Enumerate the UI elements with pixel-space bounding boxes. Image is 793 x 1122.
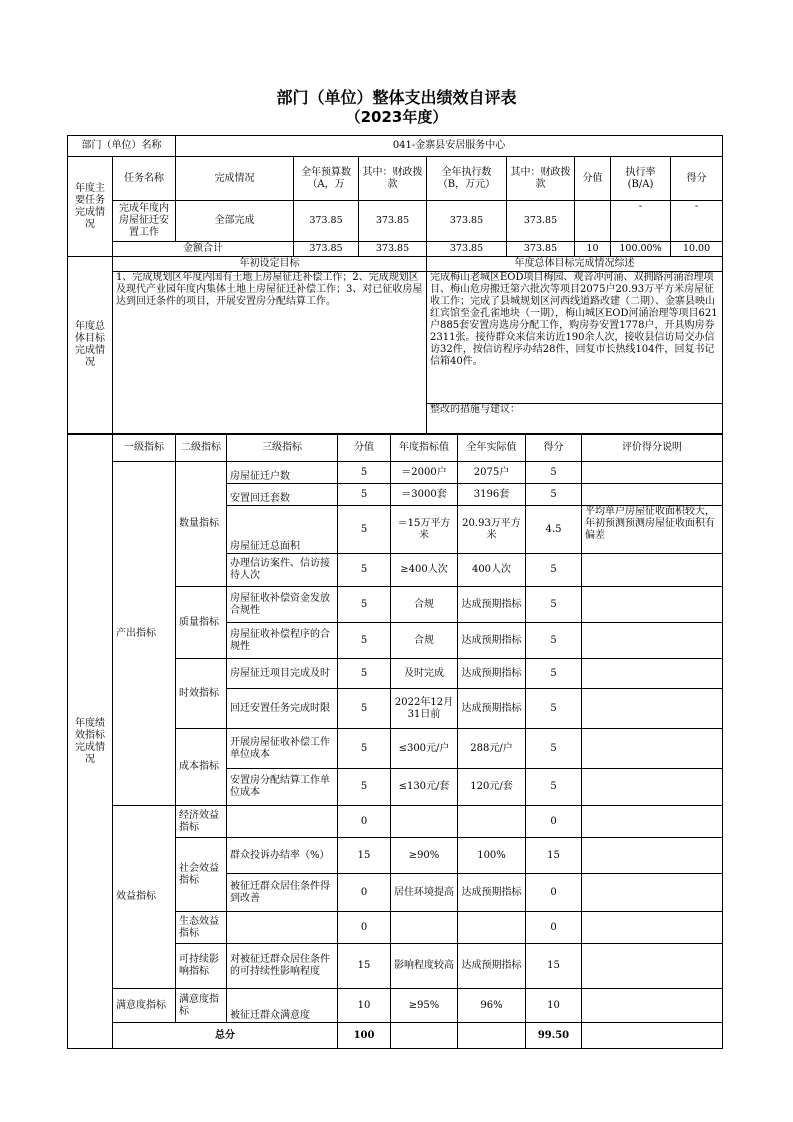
row-points: 5 (526, 462, 582, 484)
row-note (582, 806, 723, 838)
l3-item (227, 806, 338, 838)
row-points: 5 (526, 729, 582, 769)
row-points: 0 (526, 806, 582, 838)
dept-name-label: 部门（单位）名称 (68, 136, 176, 157)
row-score: 5 (338, 462, 391, 484)
perf-col-target: 年度指标值 (391, 435, 458, 462)
row-target: 居住环境提高 (391, 874, 458, 912)
row-note (582, 689, 723, 729)
row-note (582, 554, 723, 587)
l3-item: 房屋征迁项目完成及时 (227, 659, 338, 689)
table-row (68, 989, 723, 1023)
row-score: 15 (338, 944, 391, 989)
l3-item: 回迁安置任务完成时限 (227, 689, 338, 729)
perf-col-points: 得分 (526, 435, 582, 462)
row-actual (458, 806, 526, 838)
row-actual: 288元/户 (458, 729, 526, 769)
row-actual: 96% (458, 989, 526, 1023)
l3-item: 开展房屋征收补偿工作单位成本 (227, 729, 338, 769)
row-points: 15 (526, 944, 582, 989)
l3-item: 被征迁群众居住条件得到改善 (227, 874, 338, 912)
task-col-exec-total: 全年执行数（B，万元） (427, 157, 507, 201)
row-target: ≤300元/户 (391, 729, 458, 769)
total-exec-fiscal: 373.85 (507, 242, 575, 257)
row-score: 10 (338, 989, 391, 1023)
row-points: 5 (526, 769, 582, 806)
row-points: 10 (526, 989, 582, 1023)
row-target: 2022年12月31日前 (391, 689, 458, 729)
total-label: 金额合计 (113, 242, 294, 257)
l3-item: 房屋征迁户数 (227, 462, 338, 484)
row-score: 5 (338, 506, 391, 554)
goals-initial-text: 1、完成规划区年度内国有土地上房屋征迁补偿工作；2、完成规划区及现代产业园年度内集体土地上房屋征迁补偿工作；3、对已征收房屋达到回迁条件的项目，开展安置房分配结算工作。 (113, 272, 427, 434)
l2-timeliness: 时效指标 (176, 659, 227, 729)
task-col-exec-fiscal: 其中：财政拨款 (507, 157, 575, 201)
task-budget-fiscal: 373.85 (359, 201, 427, 242)
goals-summary-text: 完成梅山老城区EOD项目梅园、观音冲河涌、双拥路河涌治理项目、梅山危房搬迁第六批次等项目2075户20.93万平方米房屋征收工作；完成了县城规划区河西线道路改建（二期）、金寨县映山红宾馆至金孔雀地块（一期），梅山城区EOD河涌治理等项目621户885套安置房选房分配工作，购房券安置1778户，开具购房券2311张。接待群众来信来访近190余人次，接收县信访局交办信访32件，按信访程序办结28件，回复市长热线104件，回复书记信箱40件。 (427, 272, 723, 404)
row-score: 5 (338, 554, 391, 587)
row-score: 5 (338, 484, 391, 506)
table-row (68, 806, 723, 838)
row-target: ＝3000套 (391, 484, 458, 506)
l2-cost: 成本指标 (176, 729, 227, 806)
row-note (582, 729, 723, 769)
row-score: 0 (338, 874, 391, 912)
row-note (582, 462, 723, 484)
perf-col-l2: 二级指标 (176, 435, 227, 462)
row-note (582, 874, 723, 912)
row-points: 5 (526, 659, 582, 689)
row-target: ≤130元/套 (391, 769, 458, 806)
l2-ecological: 生态效益指标 (176, 912, 227, 944)
row-target: 及时完成 (391, 659, 458, 689)
row-target: ＝15万平方米 (391, 506, 458, 554)
task-name: 完成年度内房屋征迁安置工作 (113, 201, 176, 242)
row-points: 5 (526, 689, 582, 729)
l3-item: 房屋征收补偿资金发放合规性 (227, 587, 338, 623)
perf-table (67, 434, 723, 1049)
row-target (391, 912, 458, 944)
row-target: ≥400人次 (391, 554, 458, 587)
l3-item: 办理信访案件、信访接待人次 (227, 554, 338, 587)
total-score: 10 (575, 242, 611, 257)
row-actual: 120元/套 (458, 769, 526, 806)
perf-section-label: 年度绩效指标完成情况 (68, 435, 113, 1049)
task-exec-total: 373.85 (427, 201, 507, 242)
l1-satisfaction: 满意度指标 (113, 989, 176, 1023)
perf-col-note: 评价得分说明 (582, 435, 723, 462)
l3-item: 群众投诉办结率（%） (227, 838, 338, 874)
row-note (582, 989, 723, 1023)
row-points: 5 (526, 587, 582, 623)
total-exec-total: 373.85 (427, 242, 507, 257)
l1-benefit: 效益指标 (113, 806, 176, 989)
row-actual (458, 912, 526, 944)
l1-output: 产出指标 (113, 462, 176, 806)
row-score: 5 (338, 623, 391, 659)
total-score-label: 总分 (113, 1023, 338, 1049)
row-score: 5 (338, 769, 391, 806)
task-col-rate: 执行率(B/A) (611, 157, 671, 201)
row-target: 合规 (391, 623, 458, 659)
row-note (582, 944, 723, 989)
l2-satisfaction: 满意度指标 (176, 989, 227, 1023)
row-note (582, 623, 723, 659)
row-note (582, 838, 723, 874)
row-actual: 达成预期指标 (458, 587, 526, 623)
row-actual: 达成预期指标 (458, 874, 526, 912)
task-col-budget-fiscal: 其中：财政拨款 (359, 157, 427, 201)
row-actual: 达成预期指标 (458, 689, 526, 729)
perf-col-score: 分值 (338, 435, 391, 462)
goals-section-label: 年度总体目标完成情况 (68, 257, 113, 434)
row-score: 5 (338, 689, 391, 729)
row-actual: 3196套 (458, 484, 526, 506)
l2-quantity: 数量指标 (176, 462, 227, 587)
row-actual: 达成预期指标 (458, 623, 526, 659)
l2-sustainable: 可持续影响指标 (176, 944, 227, 989)
perf-col-l1: 一级指标 (113, 435, 176, 462)
task-exec-fiscal: 373.85 (507, 201, 575, 242)
l3-item (227, 912, 338, 944)
total-rate: 100.00% (611, 242, 671, 257)
row-target: ≥90% (391, 838, 458, 874)
row-actual: 达成预期指标 (458, 944, 526, 989)
row-target: 影响程度较高 (391, 944, 458, 989)
table-row (68, 462, 723, 484)
row-points: 15 (526, 838, 582, 874)
l2-economic: 经济效益指标 (176, 806, 227, 838)
row-points: 5 (526, 554, 582, 587)
row-score: 0 (338, 806, 391, 838)
goals-summary-header: 年度总体目标完成情况综述 (427, 257, 723, 272)
perf-col-l3: 三级指标 (227, 435, 338, 462)
task-goal-table (67, 135, 723, 434)
l2-social: 社会效益指标 (176, 838, 227, 912)
total-actual-empty (458, 1023, 526, 1049)
task-col-budget-total: 全年预算数（A，万 (294, 157, 359, 201)
total-target-empty (391, 1023, 458, 1049)
total-budget-total: 373.85 (294, 242, 359, 257)
row-target: ≥95% (391, 989, 458, 1023)
task-col-score: 分值 (575, 157, 611, 201)
row-note (582, 912, 723, 944)
row-points: 0 (526, 874, 582, 912)
task-points: - (671, 201, 723, 242)
page-subtitle: （2023年度） (345, 108, 448, 126)
row-points: 0 (526, 912, 582, 944)
task-col-status: 完成情况 (176, 157, 294, 201)
row-score: 5 (338, 729, 391, 769)
l3-item: 被征迁群众满意度 (227, 989, 338, 1023)
l3-item: 对被征迁群众居住条件的可持续性影响程度 (227, 944, 338, 989)
row-points: 4.5 (526, 506, 582, 554)
row-actual: 400人次 (458, 554, 526, 587)
row-score: 5 (338, 659, 391, 689)
row-target: 合规 (391, 587, 458, 623)
total-budget-fiscal: 373.85 (359, 242, 427, 257)
l3-item: 安置回迁套数 (227, 484, 338, 506)
goals-initial-header: 年初设定目标 (113, 257, 427, 272)
row-points: 5 (526, 623, 582, 659)
row-target: ＝2000户 (391, 462, 458, 484)
row-note (582, 484, 723, 506)
row-note (582, 587, 723, 623)
l3-item: 安置房分配结算工作单位成本 (227, 769, 338, 806)
row-actual: 达成预期指标 (458, 659, 526, 689)
total-note-empty (582, 1023, 723, 1049)
l3-item: 房屋征收补偿程序的合规性 (227, 623, 338, 659)
goals-measures: 整改的措施与建议： (427, 404, 723, 434)
task-status: 全部完成 (176, 201, 294, 242)
total-score-value: 100 (338, 1023, 391, 1049)
task-col-points: 得分 (671, 157, 723, 201)
row-actual: 2075户 (458, 462, 526, 484)
l2-quality: 质量指标 (176, 587, 227, 659)
row-score: 5 (338, 587, 391, 623)
row-note: 平均单户房屋征收面积较大，年初预测预测房屋征收面积有偏差 (582, 506, 723, 554)
task-rate: - (611, 201, 671, 242)
row-actual: 100% (458, 838, 526, 874)
page-title: 部门（单位）整体支出绩效自评表 (276, 88, 517, 107)
row-actual: 20.93万平方米 (458, 506, 526, 554)
perf-col-actual: 全年实际值 (458, 435, 526, 462)
row-note (582, 769, 723, 806)
row-score: 15 (338, 838, 391, 874)
task-col-name: 任务名称 (113, 157, 176, 201)
task-score (575, 201, 611, 242)
total-points: 10.00 (671, 242, 723, 257)
row-note (582, 659, 723, 689)
total-row (68, 1023, 723, 1049)
row-points: 5 (526, 484, 582, 506)
dept-name-value: 041-金寨县安居服务中心 (176, 136, 723, 157)
row-target (391, 806, 458, 838)
task-budget-total: 373.85 (294, 201, 359, 242)
l3-item: 房屋征迁总面积 (227, 506, 338, 554)
task-section-label: 年度主要任务完成情况 (68, 157, 113, 257)
total-points-value: 99.50 (526, 1023, 582, 1049)
row-score: 0 (338, 912, 391, 944)
